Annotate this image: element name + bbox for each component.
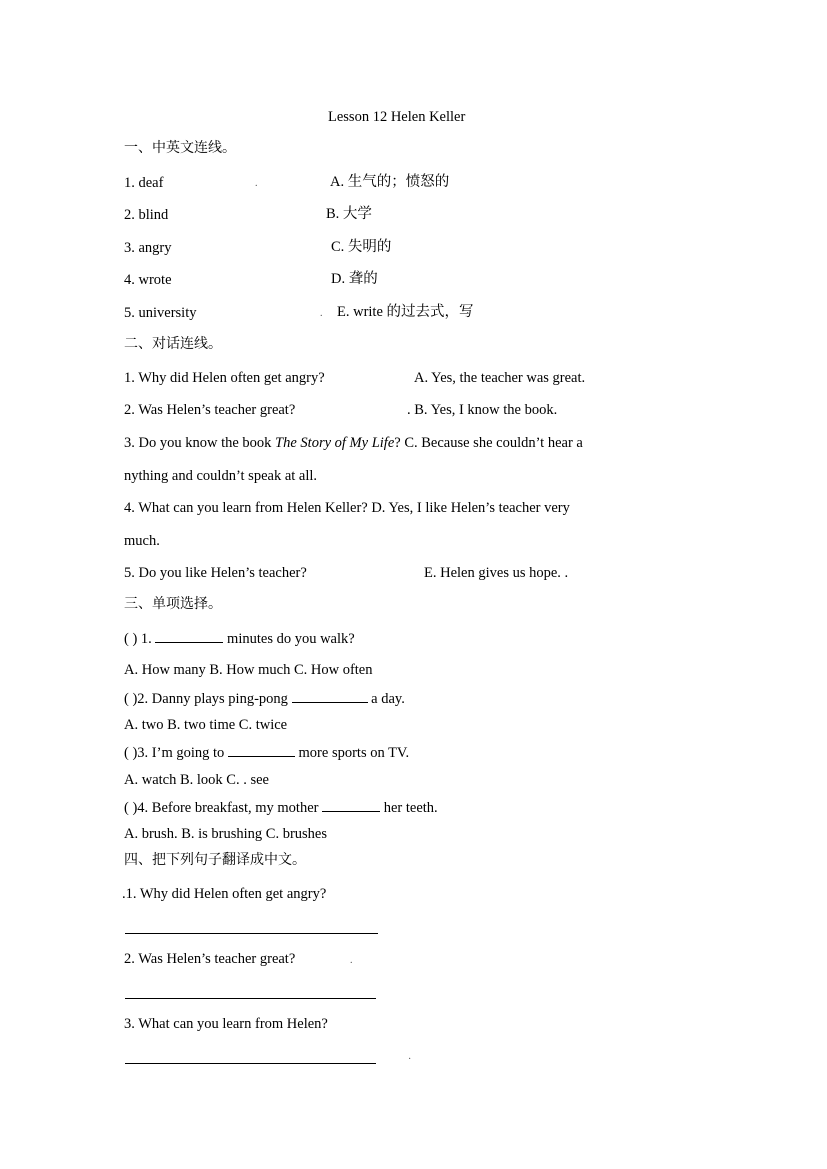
choice-options: A. two B. two time C. twice	[124, 717, 288, 733]
dialogue-answer: ? C. Because she couldn’t hear a	[394, 435, 583, 451]
section1-right-item: A. 生气的；愤怒的	[330, 174, 450, 190]
section1-right-item: E. write 的过去式，写	[337, 304, 474, 320]
question-text: ( )4. Before breakfast, my mother	[124, 800, 323, 816]
section1-left-item: 4. wrote	[124, 272, 172, 288]
section4-heading: 四、把下列句子翻译成中文。	[124, 852, 306, 868]
dialogue-answer-continued: nything and couldn’t speak at all.	[124, 468, 318, 484]
choice-options: A. watch B. look C. . see	[124, 772, 269, 788]
answer-blank[interactable]	[322, 798, 380, 812]
section1-heading: 一、中英文连线。	[124, 140, 236, 156]
section1-right-item: D. 聋的	[331, 271, 378, 287]
choice-question	[124, 629, 355, 648]
answer-line[interactable]	[125, 998, 376, 999]
section1-right-item: B. 大学	[326, 206, 372, 222]
dialogue-question-text: 3. Do you know the book	[124, 435, 276, 451]
section1-left-item: 5. university	[124, 305, 197, 321]
book-title: The Story of My Life	[275, 435, 395, 451]
section1-right-item: C. 失明的	[331, 239, 392, 255]
question-text: ( )3. I’m going to	[124, 745, 228, 761]
section2-heading: 二、对话连线。	[124, 336, 222, 352]
answer-line[interactable]	[125, 933, 378, 934]
stray-mark: .	[350, 955, 353, 966]
translation-sentence: 3. What can you learn from Helen?	[124, 1016, 328, 1032]
stray-mark: ·	[408, 1054, 412, 1065]
dialogue-answer: A. Yes, the teacher was great.	[414, 370, 586, 386]
dialogue-answer: E. Helen gives us hope. .	[424, 565, 569, 581]
question-text: a day.	[367, 691, 405, 707]
dialogue-question: 4. What can you learn from Helen Keller? D. Yes, I like Helen’s teacher very	[124, 500, 570, 516]
choice-question	[124, 743, 409, 762]
choice-question	[124, 798, 438, 817]
translation-sentence: .1. Why did Helen often get angry?	[122, 886, 327, 902]
question-text: ( ) 1.	[124, 631, 156, 647]
stray-mark: .	[255, 178, 258, 189]
choice-options: A. brush. B. is brushing C. brushes	[124, 826, 328, 842]
answer-blank[interactable]	[292, 689, 368, 703]
dialogue-answer-continued: much.	[124, 533, 160, 549]
section1-left-item: 3. angry	[124, 240, 172, 256]
dialogue-question: 2. Was Helen’s teacher great?	[124, 402, 296, 418]
section1-left-item: 1. deaf	[124, 175, 164, 191]
translation-sentence: 2. Was Helen’s teacher great?	[124, 951, 296, 967]
answer-blank[interactable]	[155, 629, 223, 643]
dialogue-question: 1. Why did Helen often get angry?	[124, 370, 325, 386]
page-title: Lesson 12 Helen Keller	[328, 109, 466, 125]
dialogue-answer: . B. Yes, I know the book.	[407, 402, 558, 418]
section1-left-item: 2. blind	[124, 207, 169, 223]
question-text: ( )2. Danny plays ping-pong	[124, 691, 292, 707]
stray-mark: .	[320, 308, 323, 319]
dialogue-question	[124, 434, 583, 452]
choice-options: A. How many B. How much C. How often	[124, 662, 373, 678]
question-text: her teeth.	[380, 800, 438, 816]
choice-question	[124, 689, 405, 708]
answer-blank[interactable]	[228, 743, 295, 757]
question-text: more sports on TV.	[294, 745, 410, 761]
answer-line[interactable]	[125, 1063, 376, 1064]
question-text: minutes do you walk?	[223, 631, 355, 647]
section3-heading: 三、单项选择。	[124, 596, 222, 612]
dialogue-question: 5. Do you like Helen’s teacher?	[124, 565, 307, 581]
